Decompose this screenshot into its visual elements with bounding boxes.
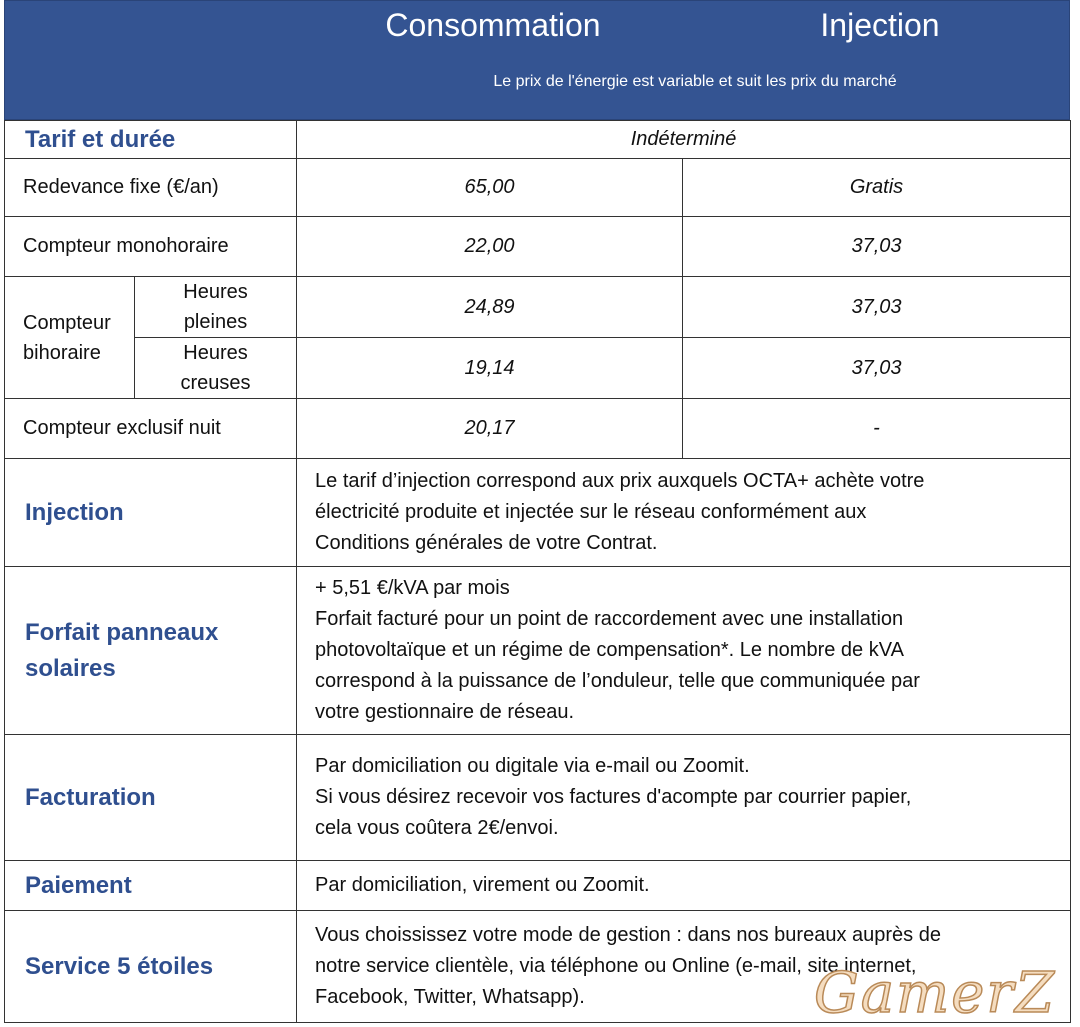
redevance-consommation: 65,00 [297,159,683,217]
table-row [5,338,1071,399]
table-row [5,399,1071,459]
table-row [5,159,1071,217]
exclusif-injection: - [683,399,1071,459]
paragraph-line: Conditions générales de votre Contrat. [315,532,658,554]
row-label-facturation: Facturation [5,735,297,861]
forfait-description [297,567,1071,735]
tariff-table [4,120,1071,1023]
table-row [5,217,1071,277]
table-header [4,0,1070,120]
row-label-redevance: Redevance fixe (€/an) [5,159,297,217]
paragraph-line: Vous choississez votre mode de gestion : dans nos bureaux auprès de [315,924,941,946]
creuses-label-line1: Heures [183,342,248,364]
redevance-injection: Gratis [683,159,1071,217]
paragraph-line: électricité produite et injectée sur le réseau conformément aux [315,501,867,523]
table-row [5,121,1071,159]
creuses-consommation: 19,14 [297,338,683,399]
bihoraire-label-line2: bihoraire [23,341,101,364]
pleines-injection: 37,03 [683,277,1071,338]
column-header-consommation: Consommation [385,7,601,43]
injection-description [297,459,1071,567]
paragraph-line: votre gestionnaire de réseau. [315,701,575,723]
forfait-label-line1: Forfait panneaux [25,618,219,646]
table-row [5,459,1071,567]
paragraph-line: correspond à la puissance de l’onduleur, telle que communiquée par [315,670,920,692]
row-label-tarif: Tarif et durée [5,121,297,159]
mono-consommation: 22,00 [297,217,683,277]
mono-injection: 37,03 [683,217,1071,277]
sublabel-heures-creuses [135,338,297,399]
tarif-value: Indéterminé [297,121,1071,159]
paragraph-line: Par domiciliation ou digitale via e-mail ou Zoomit. [315,755,750,777]
creuses-injection: 37,03 [683,338,1071,399]
row-label-monohoraire: Compteur monohoraire [5,217,297,277]
table-row [5,567,1071,735]
pleines-label-line1: Heures [183,281,248,303]
creuses-label-line2: creuses [180,372,251,394]
sublabel-heures-pleines [135,277,297,338]
paragraph-line: photovoltaïque et un régime de compensation*. Le nombre de kVA [315,639,904,661]
row-label-injection: Injection [5,459,297,567]
facturation-description [297,735,1071,861]
paragraph-line: notre service clientèle, via téléphone ou Online (e-mail, site internet, [315,955,917,977]
row-label-paiement: Paiement [5,861,297,911]
forfait-label-line2: solaires [25,654,116,682]
row-label-bihoraire [5,277,135,399]
table-row [5,735,1071,861]
row-label-forfait [5,567,297,735]
table-row [5,277,1071,338]
watermark-logo: GamerZ [814,961,1057,1026]
paragraph-line: + 5,51 €/kVA par mois [315,577,510,599]
header-subtitle: Le prix de l'énergie est variable et suit les prix du marché [493,73,897,90]
table-row [5,861,1071,911]
row-label-exclusif-nuit: Compteur exclusif nuit [5,399,297,459]
paragraph-line: Forfait facturé pour un point de raccordement avec une installation [315,608,904,630]
column-header-injection: Injection [820,7,940,43]
paragraph-line: cela vous coûtera 2€/envoi. [315,817,559,839]
paragraph-line: Si vous désirez recevoir vos factures d'acompte par courrier papier, [315,786,912,808]
paragraph-line: Facebook, Twitter, Whatsapp). [315,986,585,1008]
paragraph-line: Le tarif d’injection correspond aux prix auxquels OCTA+ achète votre [315,470,925,492]
paiement-description: Par domiciliation, virement ou Zoomit. [297,861,1071,911]
pleines-label-line2: pleines [183,311,248,333]
bihoraire-label-line1: Compteur [23,311,111,334]
exclusif-consommation: 20,17 [297,399,683,459]
pleines-consommation: 24,89 [297,277,683,338]
row-label-service: Service 5 étoiles [5,911,297,1023]
